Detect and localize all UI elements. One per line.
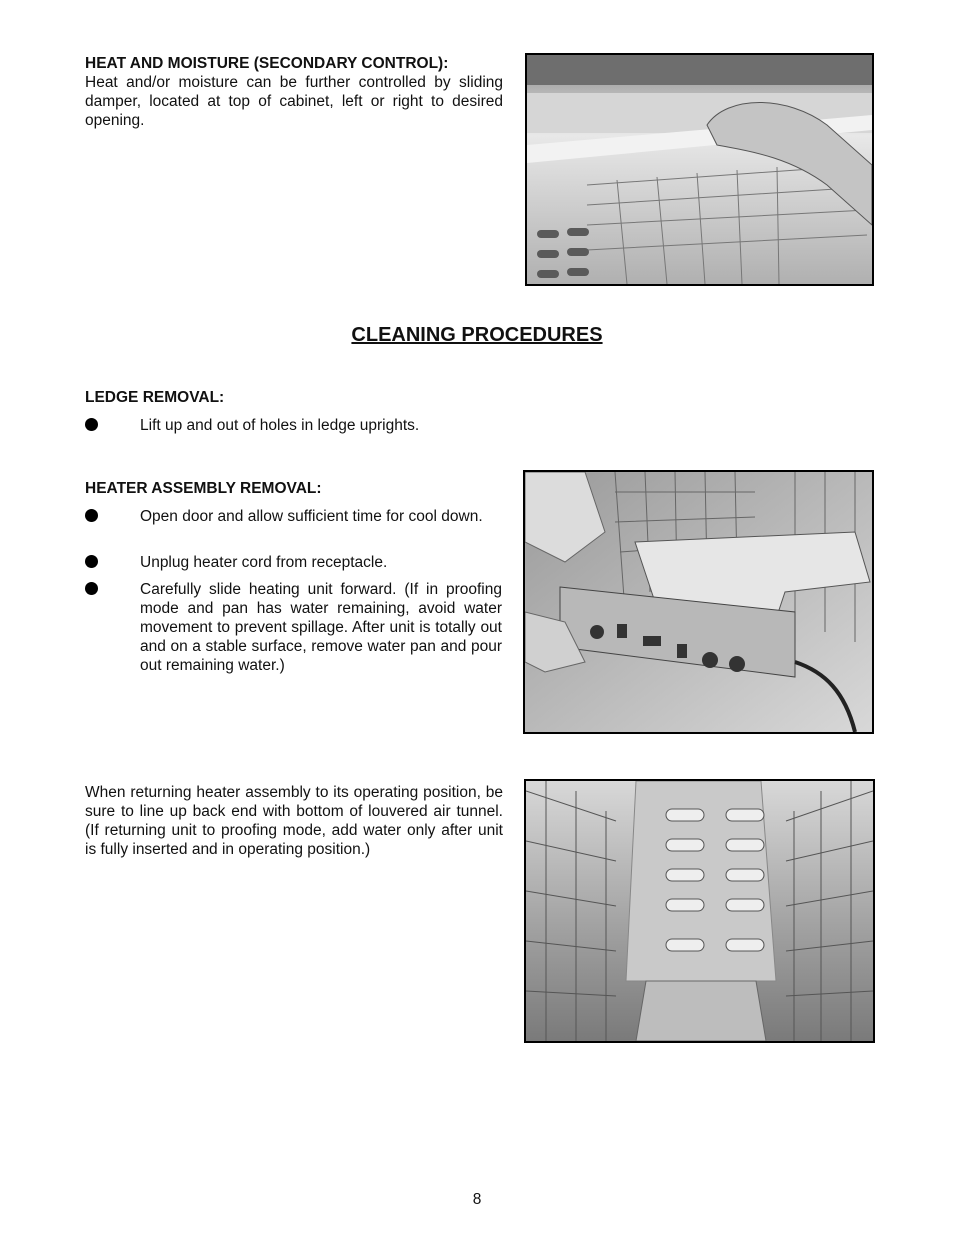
cleaning-procedures-title: CLEANING PROCEDURES — [351, 324, 603, 346]
heater-removal-photo — [523, 470, 874, 734]
heater-bullet-item — [85, 507, 503, 525]
heater-bullet-text: Open door and allow sufficient time for cool down. — [140, 508, 483, 525]
heat-moisture-heading: HEAT AND MOISTURE (SECONDARY CONTROL): — [85, 55, 449, 72]
page-number: 8 — [472, 1191, 482, 1208]
heater-bullet-item — [85, 580, 503, 674]
returning-text: When returning heater assembly to its operating position, be sure to line up back end with bottom of louvered air tunnel. (If returning unit to proofing mode, add water only after unit is fully inserted and in operating position.) — [85, 784, 503, 858]
heat-moisture-text: Heat and/or moisture can be further controlled by sliding damper, located at top of cabinet, left or right to desired opening. — [85, 74, 503, 129]
returning-section — [85, 783, 503, 859]
heat-moisture-section — [85, 54, 503, 130]
bullet-dot-icon — [85, 555, 98, 568]
ledge-bullet-text: Lift up and out of holes in ledge uprights. — [140, 417, 420, 434]
bullet-dot-icon — [85, 582, 98, 595]
heater-removal-heading: HEATER ASSEMBLY REMOVAL: — [85, 480, 322, 497]
ledge-removal-section — [85, 388, 503, 407]
bullet-dot-icon — [85, 418, 98, 431]
heater-bullet-text: Unplug heater cord from receptacle. — [140, 554, 388, 571]
heater-bullet-text: Carefully slide heating unit forward. (If in proofing mode and pan has water remaining, avoid water movement to prevent spillage. After unit is totally out and on a stable surface, remove water pan and pour out remaining water.) — [140, 581, 502, 674]
heater-bullet-item — [85, 553, 503, 571]
ledge-bullet-item — [85, 416, 503, 434]
heater-removal-section — [85, 479, 503, 498]
air-tunnel-photo — [524, 779, 875, 1043]
ledge-removal-heading: LEDGE REMOVAL: — [85, 389, 225, 406]
bullet-dot-icon — [85, 509, 98, 522]
damper-photo — [525, 53, 874, 286]
